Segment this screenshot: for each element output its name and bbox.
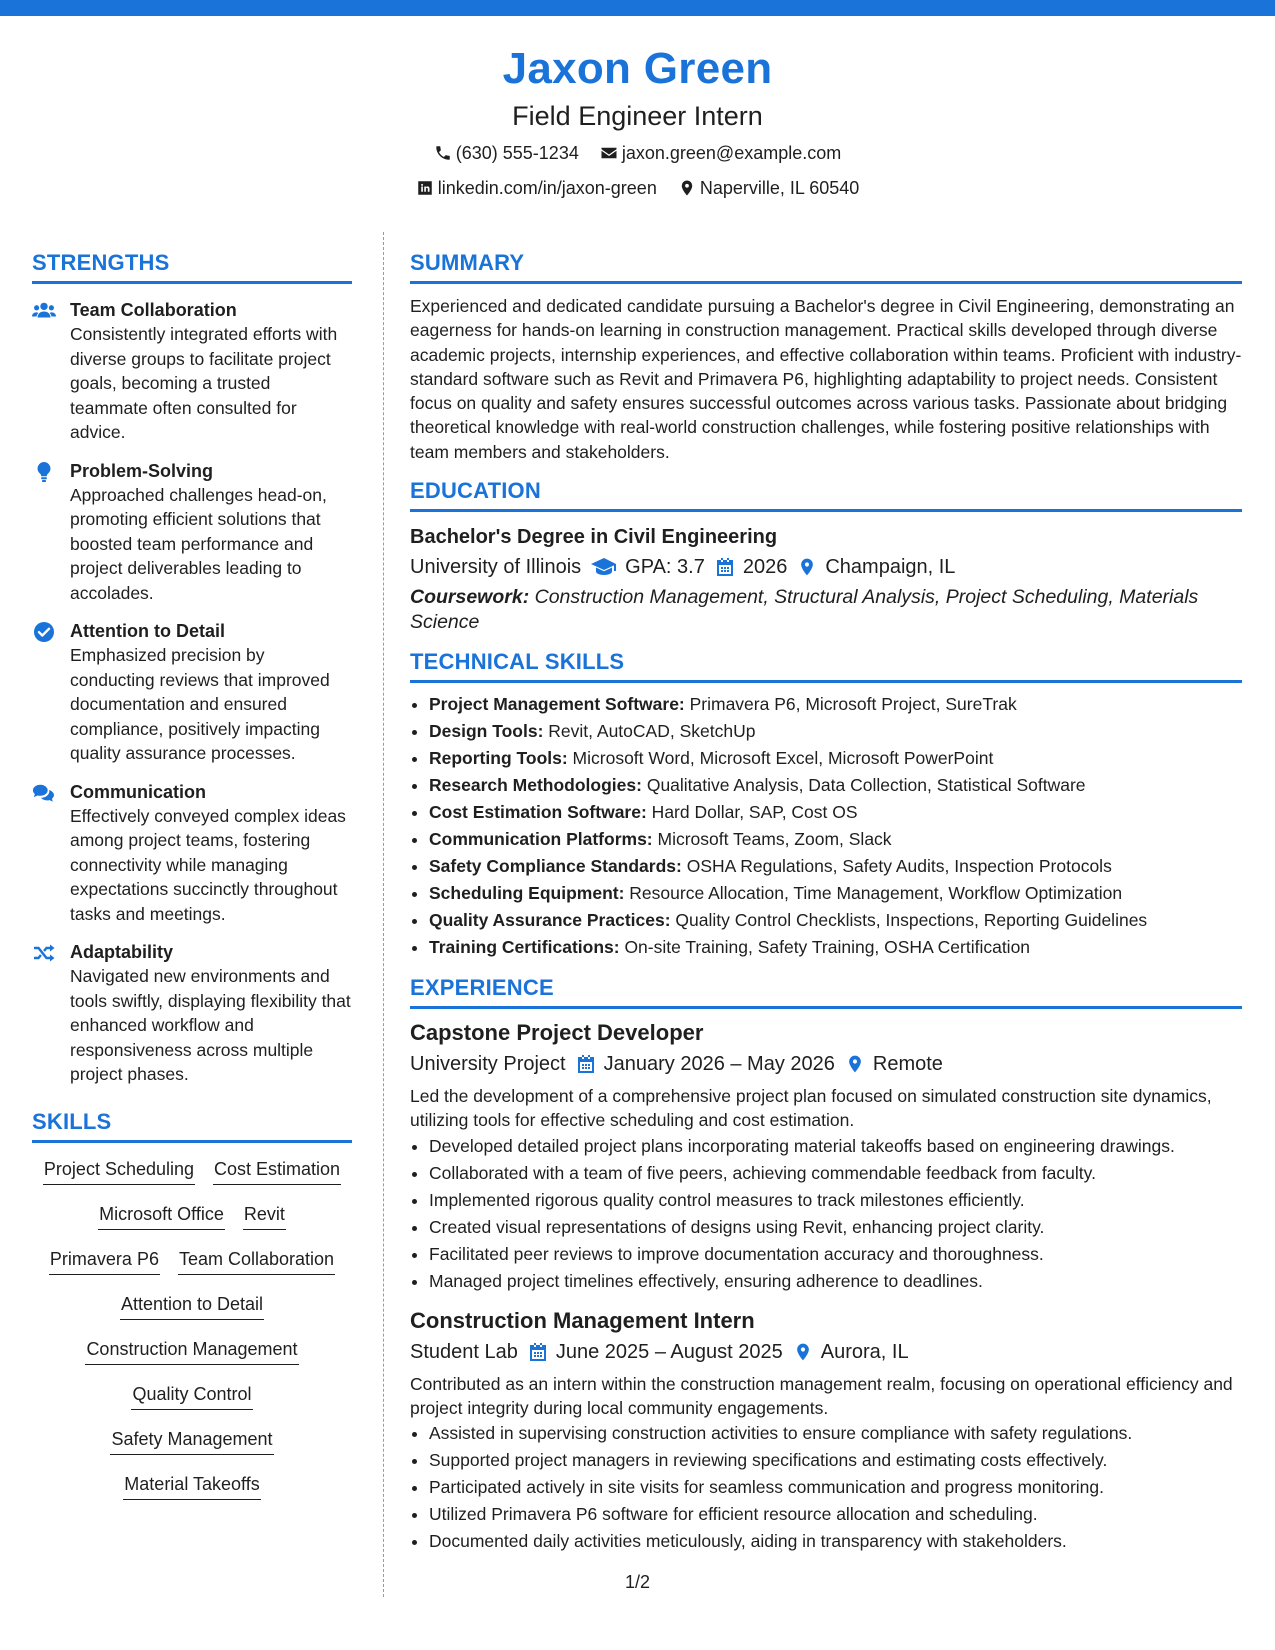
skill-row xyxy=(32,1427,352,1472)
technical-skills-list xyxy=(410,691,1242,961)
location-text: Naperville, IL 60540 xyxy=(699,178,860,198)
email-text[interactable]: jaxon.green@example.com xyxy=(621,143,842,163)
list-item: • Documented daily activities meticulously, aiding in transparency with stakeholders. xyxy=(429,1528,1242,1555)
strength-title: Communication xyxy=(70,781,207,802)
tech-skill-label: Communication Platforms: xyxy=(429,829,653,850)
strength-description: Emphasized precision by conducting reviews that improved documentation and ensured compliance, positively impacting quality assurance processes. xyxy=(70,645,330,763)
list-item: • Participated actively in site visits for seamless communication and progress monitoring. xyxy=(429,1474,1242,1501)
skill-tag: Primavera P6 xyxy=(49,1247,160,1275)
job-location: Remote xyxy=(872,1053,943,1076)
list-item: • Implemented rigorous quality control measures to track milestones efficiently. xyxy=(429,1187,1242,1214)
map-pin-icon xyxy=(797,557,817,577)
strength-description: Approached challenges head-on, promoting efficient solutions that boosted team performance and project deliverables leading to accolades. xyxy=(70,484,327,603)
envelope-icon xyxy=(600,144,618,162)
job-org: Student Lab xyxy=(410,1340,518,1363)
tech-skill-label: Reporting Tools: xyxy=(429,748,568,769)
tech-skill-value: Revit, AutoCAD, SketchUp xyxy=(543,721,756,742)
tech-skill-label: Safety Compliance Standards: xyxy=(429,856,682,877)
job-description: Led the development of a comprehensive project plan focused on simulated construction site dynamics, utilizing tools for effective scheduling and cost estimation. xyxy=(410,1086,1212,1131)
phone-text: (630) 555-1234 xyxy=(455,143,579,163)
job-meta xyxy=(410,1050,1242,1078)
list-item xyxy=(429,826,1242,853)
skill-row xyxy=(32,1382,352,1427)
strength-item xyxy=(32,619,352,766)
skill-row xyxy=(32,1247,352,1292)
list-item xyxy=(429,907,1242,934)
strength-description: Consistently integrated efforts with diverse groups to facilitate project goals, becoming a trusted teammate often consulted for advice. xyxy=(70,324,338,442)
degree-title: Bachelor's Degree in Civil Engineering xyxy=(410,526,778,549)
list-item xyxy=(429,745,1242,772)
list-item: • Developed detailed project plans incorporating material takeoffs based on engineering drawings. xyxy=(429,1133,1242,1160)
contact-row-1 xyxy=(0,141,1275,168)
tech-skill-value: Microsoft Word, Microsoft Excel, Microsoft PowerPoint xyxy=(567,748,994,769)
job-dates: June 2025 – August 2025 xyxy=(555,1340,783,1363)
tech-skill-value: Hard Dollar, SAP, Cost OS xyxy=(646,802,858,823)
email-contact[interactable] xyxy=(600,141,841,165)
coursework xyxy=(410,585,1242,635)
tech-skill-label: Training Certifications: xyxy=(429,937,620,958)
strength-item xyxy=(32,459,352,606)
tech-skill-label: Cost Estimation Software: xyxy=(429,802,647,823)
tech-skill-value: Qualitative Analysis, Data Collection, Statistical Software xyxy=(641,775,1086,796)
summary-text: Experienced and dedicated candidate pursuing a Bachelor's degree in Civil Engineering, demonstrating an eagerness for hands-on learning in construction management. Practical skills developed through diverse academic projects, internship experiences, and effective collaboration within teams. Proficient with industry-standard software such as Revit and Primavera P6, highlighting adaptability to project needs. Consistent focus on quality and safety ensures successful outcomes across various tasks. Passionate about bridging theoretical knowledge with real-world construction challenges, while fostering positive relationships with team members and stakeholders. xyxy=(410,296,1242,462)
job-bullets xyxy=(410,1133,1242,1295)
tech-skill-label: Project Management Software: xyxy=(429,694,685,715)
job-entry xyxy=(410,1019,1242,1295)
education-heading: EDUCATION xyxy=(410,476,1242,512)
right-column xyxy=(410,248,1242,1555)
shuffle-icon xyxy=(32,942,56,964)
tech-skill-value: OSHA Regulations, Safety Audits, Inspection Protocols xyxy=(681,856,1112,877)
job-dates: January 2026 – May 2026 xyxy=(603,1053,835,1076)
top-accent-bar xyxy=(0,0,1275,16)
experience-heading: EXPERIENCE xyxy=(410,973,1242,1009)
job-location: Aurora, IL xyxy=(820,1340,909,1363)
calendar-icon xyxy=(576,1054,596,1074)
list-item xyxy=(429,772,1242,799)
skill-tag: Project Scheduling xyxy=(43,1157,195,1185)
strength-item xyxy=(32,298,352,445)
list-item xyxy=(429,853,1242,880)
calendar-icon xyxy=(528,1342,548,1362)
resume-header xyxy=(0,40,1275,203)
linkedin-contact[interactable] xyxy=(416,176,657,200)
candidate-role: Field Engineer Intern xyxy=(512,101,763,131)
school-name: University of Illinois xyxy=(410,556,582,579)
skill-tag: Safety Management xyxy=(110,1427,273,1455)
strength-item xyxy=(32,780,352,927)
candidate-name: Jaxon Green xyxy=(502,44,773,93)
job-org: University Project xyxy=(410,1053,566,1076)
job-location-item xyxy=(793,1338,909,1366)
list-item: • Assisted in supervising construction activities to ensure compliance with safety regulations. xyxy=(429,1420,1242,1447)
job-meta xyxy=(410,1338,1242,1366)
skills-heading: SKILLS xyxy=(32,1107,352,1143)
skill-row xyxy=(32,1292,352,1337)
graduation-cap-icon xyxy=(591,557,617,577)
list-item: • Supported project managers in reviewing specifications and estimating costs effectively. xyxy=(429,1447,1242,1474)
list-item xyxy=(429,799,1242,826)
technical-skills-heading: TECHNICAL SKILLS xyxy=(410,647,1242,683)
skill-tag: Revit xyxy=(243,1202,286,1230)
map-pin-icon xyxy=(793,1342,813,1362)
coursework-label: Coursework: xyxy=(410,586,530,609)
tech-skill-label: Design Tools: xyxy=(429,721,544,742)
lightbulb-icon xyxy=(32,461,56,483)
tech-skill-value: On-site Training, Safety Training, OSHA Certification xyxy=(619,937,1031,958)
strength-title: Team Collaboration xyxy=(70,300,237,320)
skill-tag: Microsoft Office xyxy=(98,1202,225,1230)
check-circle-icon xyxy=(32,621,56,643)
list-item xyxy=(429,880,1242,907)
strength-title: Attention to Detail xyxy=(70,621,225,641)
list-item: • Managed project timelines effectively, ensuring adherence to deadlines. xyxy=(429,1268,1242,1295)
tech-skill-value: Resource Allocation, Time Management, Workflow Optimization xyxy=(624,883,1123,904)
list-item: • Created visual representations of designs using Revit, enhancing project clarity. xyxy=(429,1214,1242,1241)
job-bullets xyxy=(410,1420,1242,1555)
skill-row xyxy=(32,1202,352,1247)
job-dates-item xyxy=(576,1050,835,1078)
list-item: • Facilitated peer reviews to improve documentation accuracy and thoroughness. xyxy=(429,1241,1242,1268)
column-divider xyxy=(383,232,384,1597)
skills-list xyxy=(32,1157,352,1517)
gpa-item xyxy=(591,553,705,581)
skill-row xyxy=(32,1337,352,1382)
coursework-text: Construction Management, Structural Analysis, Project Scheduling, Materials Science xyxy=(410,586,1199,634)
list-item xyxy=(429,691,1242,718)
tech-skill-label: Quality Assurance Practices: xyxy=(429,910,671,931)
strength-title: Adaptability xyxy=(70,942,174,962)
list-item xyxy=(429,718,1242,745)
gpa-text: GPA: 3.7 xyxy=(625,556,705,579)
skill-tag: Team Collaboration xyxy=(178,1247,335,1275)
job-title: Construction Management Intern xyxy=(410,1307,755,1333)
summary-heading: SUMMARY xyxy=(410,248,1242,284)
tech-skill-label: Research Methodologies: xyxy=(429,775,642,796)
strengths-heading: STRENGTHS xyxy=(32,248,352,284)
list-item: • Utilized Primavera P6 software for efficient resource allocation and scheduling. xyxy=(429,1501,1242,1528)
calendar-icon xyxy=(715,557,735,577)
education-meta xyxy=(410,553,1242,581)
job-title: Capstone Project Developer xyxy=(410,1020,704,1046)
left-column xyxy=(32,248,352,1517)
strength-title: Problem-Solving xyxy=(70,460,214,481)
location-contact xyxy=(678,176,859,200)
year-text: 2026 xyxy=(742,556,788,579)
job-description: Contributed as an intern within the construction management realm, focusing on operational efficiency and project integrity during local community engagements. xyxy=(410,1373,1233,1418)
contact-row-2 xyxy=(0,176,1275,203)
linkedin-icon xyxy=(416,179,434,197)
list-item: • Collaborated with a team of five peers, achieving commendable feedback from faculty. xyxy=(429,1160,1242,1187)
skill-tag: Quality Control xyxy=(131,1382,252,1410)
map-pin-icon xyxy=(845,1054,865,1074)
tech-skill-value: Microsoft Teams, Zoom, Slack xyxy=(652,829,892,850)
strength-description: Navigated new environments and tools swiftly, displaying flexibility that enhanced workflow and responsiveness across multiple project phases. xyxy=(70,966,351,1084)
comments-icon xyxy=(32,782,56,804)
skill-row xyxy=(32,1157,352,1202)
year-item xyxy=(715,553,788,581)
skill-tag: Material Takeoffs xyxy=(123,1472,260,1500)
linkedin-text[interactable]: linkedin.com/in/jaxon-green xyxy=(437,178,657,198)
skill-tag: Cost Estimation xyxy=(213,1157,341,1185)
edu-location-text: Champaign, IL xyxy=(825,556,956,579)
phone-icon xyxy=(434,144,452,162)
job-location-item xyxy=(845,1050,943,1078)
list-item xyxy=(429,934,1242,961)
skill-tag: Attention to Detail xyxy=(120,1292,264,1320)
tech-skill-label: Scheduling Equipment: xyxy=(429,883,625,904)
tech-skill-value: Primavera P6, Microsoft Project, SureTrak xyxy=(684,694,1017,715)
edu-location-item xyxy=(797,553,955,581)
job-entry xyxy=(410,1307,1242,1556)
tech-skill-value: Quality Control Checklists, Inspections, Reporting Guidelines xyxy=(670,910,1148,931)
skill-row xyxy=(32,1472,352,1517)
map-pin-icon xyxy=(678,179,696,197)
job-dates-item xyxy=(528,1338,783,1366)
strength-item xyxy=(32,940,352,1087)
phone-contact xyxy=(434,141,579,165)
strength-description: Effectively conveyed complex ideas among project teams, fostering connectivity while managing expectations succinctly throughout tasks and meetings. xyxy=(70,805,346,924)
page-number: 1/2 xyxy=(624,1572,651,1592)
skill-tag: Construction Management xyxy=(85,1337,298,1365)
users-icon xyxy=(32,300,56,322)
